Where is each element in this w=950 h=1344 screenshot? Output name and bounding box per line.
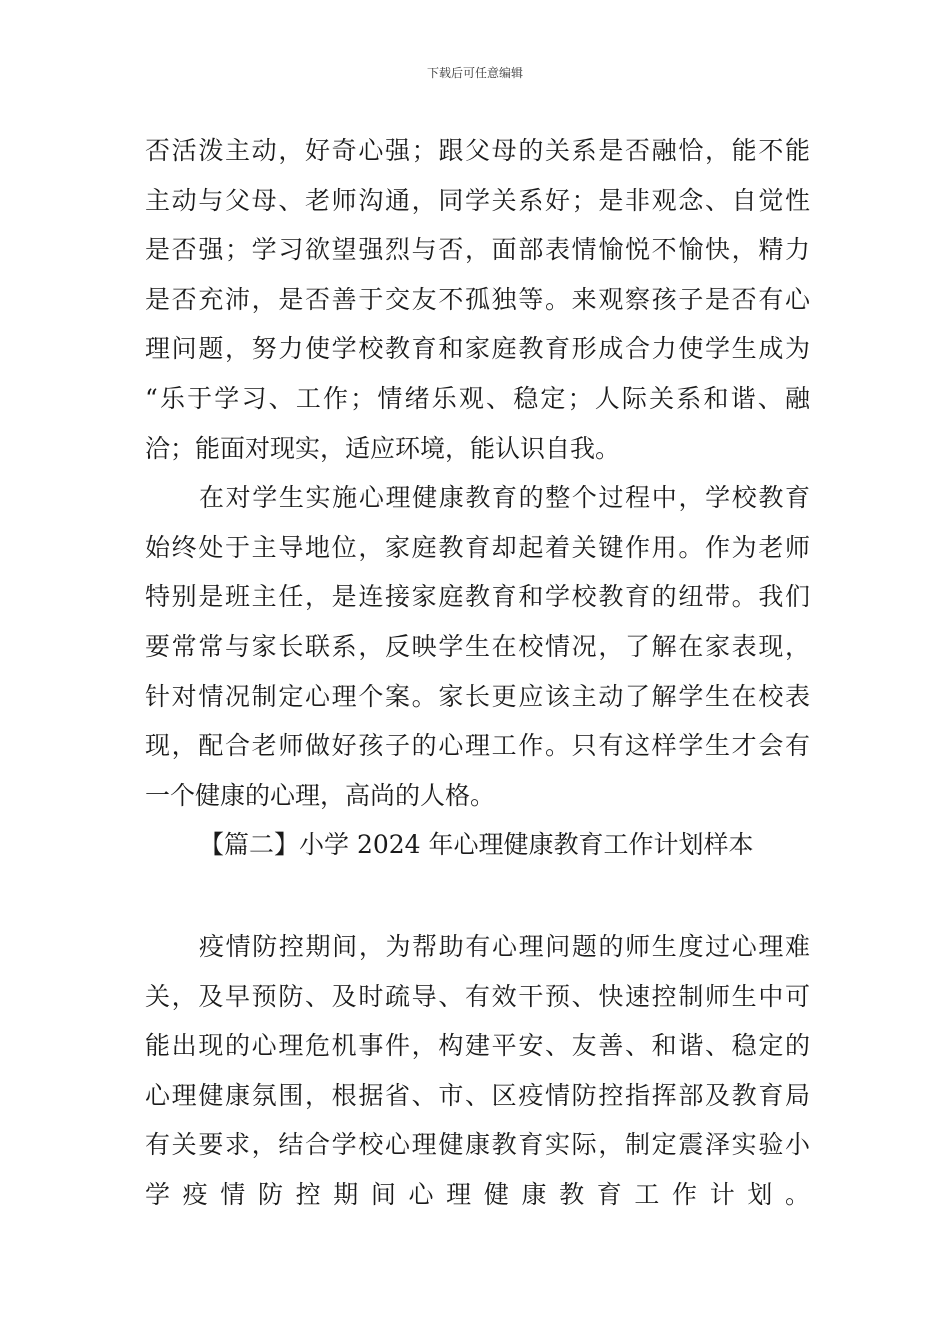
text-line: 一个健康的心理，高尚的人格。 (145, 780, 496, 810)
text-line: 特别是班主任，是连接家庭教育和学校教育的纽带。我们 (145, 582, 810, 612)
text-line: 心理健康氛围，根据省、市、区疫情防控指挥部及教育局 (145, 1080, 810, 1110)
paragraph-1 (145, 126, 810, 473)
document-body (145, 126, 810, 1219)
text-line: 有关要求，结合学校心理健康教育实际，制定震泽实验小 (145, 1130, 810, 1160)
text-line: 要常常与家长联系，反映学生在校情况，了解在家表现， (145, 631, 810, 661)
text-line: 关，及早预防、及时疏导、有效干预、快速控制师生中可 (145, 981, 810, 1011)
text-line: 学疫情防控期间心理健康教育工作计划。 (145, 1179, 810, 1209)
paragraph-2 (145, 473, 810, 820)
text-line: 能出现的心理危机事件，构建平安、友善、和谐、稳定的 (145, 1031, 810, 1061)
text-line: 洽；能面对现实，适应环境，能认识自我。 (145, 433, 621, 463)
text-line: 否活泼主动，好奇心强；跟父母的关系是否融恰，能不能 (145, 136, 810, 165)
text-line: “乐于学习、工作；情绪乐观、稳定；人际关系和谐、融 (145, 383, 810, 413)
text-line: 在对学生实施心理健康教育的整个过程中，学校教育 (199, 483, 810, 513)
page-header-note: 下载后可任意编辑 (426, 66, 523, 80)
text-line: 理问题，努力使学校教育和家庭教育形成合力使学生成为 (145, 334, 810, 364)
text-line: 是否充沛，是否善于交友不孤独等。来观察孩子是否有心 (145, 284, 810, 314)
text-line: 始终处于主导地位，家庭教育却起着关键作用。作为老师 (145, 532, 810, 562)
text-line: 针对情况制定心理个案。家长更应该主动了解学生在校表 (145, 681, 810, 711)
text-line: 现，配合老师做好孩子的心理工作。只有这样学生才会有 (145, 731, 810, 761)
blank-spacer (145, 870, 810, 922)
section-heading: 【篇二】小学 2024 年心理健康教育工作计划样本 (199, 830, 754, 860)
text-line: 主动与父母、老师沟通，同学关系好；是非观念、自觉性 (145, 185, 810, 215)
text-line: 是否强；学习欲望强烈与否，面部表情愉悦不愉快，精力 (145, 235, 810, 265)
paragraph-3 (145, 922, 810, 1220)
text-line: 疫情防控期间，为帮助有心理问题的师生度过心理难 (199, 931, 810, 961)
